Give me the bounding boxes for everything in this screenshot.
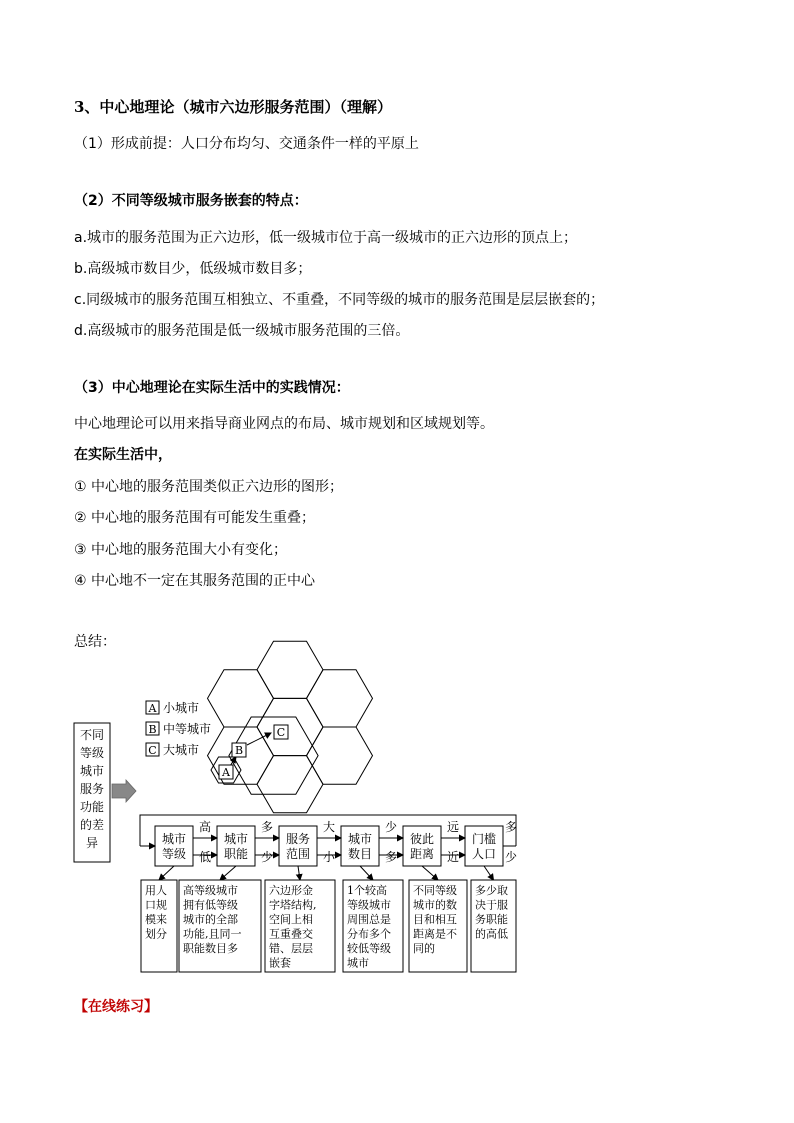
note-text: 高等级城市 xyxy=(183,884,238,897)
flow-box-text: 数目 xyxy=(347,847,373,861)
pair-top-label: 多 xyxy=(504,820,518,834)
legend-label: 大城市 xyxy=(163,743,200,757)
note-text: 不同等级 xyxy=(413,884,457,897)
pair-bottom-label: 小 xyxy=(322,850,336,864)
pair-bottom-label: 近 xyxy=(446,850,460,864)
subheading-nesting: （2）不同等级城市服务嵌套的特点： xyxy=(74,193,308,209)
pair-bottom-label: 少 xyxy=(260,850,274,864)
flow-chain xyxy=(140,819,517,866)
flow-box-text: 人口 xyxy=(471,847,497,861)
side-box-line: 不同 xyxy=(79,728,105,742)
note-text: 功能,且同一 xyxy=(183,927,242,941)
service-hexagon xyxy=(257,641,323,698)
feature-d: d.高级城市的服务范围是低一级城市服务范围的三倍。 xyxy=(74,323,410,339)
service-hexagon xyxy=(307,670,373,727)
note-text: 用人 xyxy=(145,884,167,897)
flow-box-text: 门槛 xyxy=(471,832,497,846)
note-arrow xyxy=(360,866,373,880)
legend-key: B xyxy=(148,723,157,736)
note-text: 距离是不 xyxy=(413,927,457,941)
practice-item-1: ① 中心地的服务范围类似正六边形的图形； xyxy=(74,479,343,495)
side-box-line: 服务 xyxy=(79,782,105,796)
side-box-text xyxy=(80,728,104,850)
note-text: 字塔结构, xyxy=(269,898,317,912)
practice-title: 【在线练习】 xyxy=(74,999,158,1015)
note-text: 同的 xyxy=(413,942,435,955)
practice-item-3: ③ 中心地的服务范围大小有变化； xyxy=(74,542,288,558)
hexagon-service-areas xyxy=(208,641,373,812)
note-text: 多少取 xyxy=(475,884,508,897)
summary-label: 总结： xyxy=(74,634,116,650)
city-marker-label: C xyxy=(276,726,286,739)
legend-key: A xyxy=(148,702,157,715)
note-text: 错、层层 xyxy=(269,942,313,955)
subheading-practice: （3）中心地理论在实际生活中的实践情况： xyxy=(74,380,350,396)
b-to-c-arrow xyxy=(247,733,271,745)
flow-box-text: 城市 xyxy=(223,832,249,846)
premise-text: （1）形成前提：人口分布均匀、交通条件一样的平原上 xyxy=(74,136,419,152)
pair-top-label: 多 xyxy=(260,820,274,834)
flow-box-text: 范围 xyxy=(285,847,311,861)
side-box-line: 异 xyxy=(85,836,99,850)
city-marker-label: A xyxy=(222,766,230,779)
legend-key: C xyxy=(148,744,157,757)
note-text: 互重叠交 xyxy=(269,927,313,941)
note-text: 六边形金 xyxy=(269,884,313,897)
section-heading: 3、中心地理论（城市六边形服务范围）（理解） xyxy=(74,98,392,116)
flow-box-text: 服务 xyxy=(285,832,311,846)
side-box-line: 功能 xyxy=(79,800,105,814)
practice-text: 中心地理论可以用来指导商业网点的布局、城市规划和区域规划等。 xyxy=(74,416,494,432)
note-text: 职能数目多 xyxy=(183,942,238,955)
flow-box-text: 城市 xyxy=(161,832,187,846)
practice-item-2: ② 中心地的服务范围有可能发生重叠； xyxy=(74,510,315,526)
note-text: 务职能 xyxy=(475,913,508,926)
note-text: 等级城市 xyxy=(347,898,391,912)
legend-label: 中等城市 xyxy=(163,722,212,736)
note-text: 城市的全部 xyxy=(183,913,238,926)
pair-top-label: 远 xyxy=(446,820,460,834)
practice-item-4: ④ 中心地不一定在其服务范围的正中心 xyxy=(74,573,315,589)
note-text: 1个较高 xyxy=(347,884,387,897)
side-box-line: 城市 xyxy=(79,764,105,778)
feature-c: c.同级城市的服务范围互相独立、不重叠，不同等级的城市的服务范围是层层嵌套的； xyxy=(74,292,605,308)
note-arrow xyxy=(220,866,236,880)
note-text: 拥有低等级 xyxy=(183,898,238,912)
note-text: 嵌套 xyxy=(269,956,291,970)
explanation-boxes xyxy=(141,866,516,972)
block-arrow-icon xyxy=(112,780,136,802)
note-arrow xyxy=(159,866,174,880)
note-text: 模来 xyxy=(145,913,167,926)
pair-top-label: 大 xyxy=(322,820,336,834)
city-marker-label: B xyxy=(234,744,244,757)
note-text: 划分 xyxy=(145,927,167,941)
note-text: 城市的数 xyxy=(413,898,457,912)
note-text: 城市 xyxy=(347,956,369,970)
side-box-line: 等级 xyxy=(79,746,105,760)
practice-lead: 在实际生活中， xyxy=(74,447,172,463)
flow-box-text: 等级 xyxy=(161,847,187,861)
service-hexagon xyxy=(307,727,373,784)
feature-a: a.城市的服务范围为正六边形，低一级城市位于高一级城市的正六边形的顶点上； xyxy=(74,230,578,246)
note-text: 周围总是 xyxy=(347,913,391,926)
flow-box-text: 距离 xyxy=(409,847,435,861)
pair-bottom-label: 少 xyxy=(504,850,518,864)
pair-bottom-label: 低 xyxy=(198,850,212,864)
note-text: 口规 xyxy=(145,898,167,912)
flow-box-text: 彼此 xyxy=(409,832,435,846)
note-arrow xyxy=(484,866,494,880)
pair-top-label: 高 xyxy=(198,820,212,834)
side-box-line: 的差 xyxy=(79,818,105,832)
note-arrow xyxy=(422,866,438,880)
legend xyxy=(146,701,211,757)
note-text: 的高低 xyxy=(475,927,508,941)
pair-top-label: 少 xyxy=(384,820,398,834)
flow-box-text: 城市 xyxy=(347,832,373,846)
legend-label: 小城市 xyxy=(163,701,200,715)
pair-bottom-label: 多 xyxy=(384,850,398,864)
service-hexagon xyxy=(208,670,274,727)
note-text: 较低等级 xyxy=(347,942,391,955)
flow-box-text: 职能 xyxy=(223,847,249,861)
note-text: 目和相互 xyxy=(413,913,457,926)
note-text: 决于服 xyxy=(475,898,508,912)
note-text: 空间上相 xyxy=(269,913,313,926)
note-text: 分布多个 xyxy=(347,927,391,941)
note-arrow xyxy=(298,866,300,880)
feature-b: b.高级城市数目少，低级城市数目多； xyxy=(74,261,312,277)
